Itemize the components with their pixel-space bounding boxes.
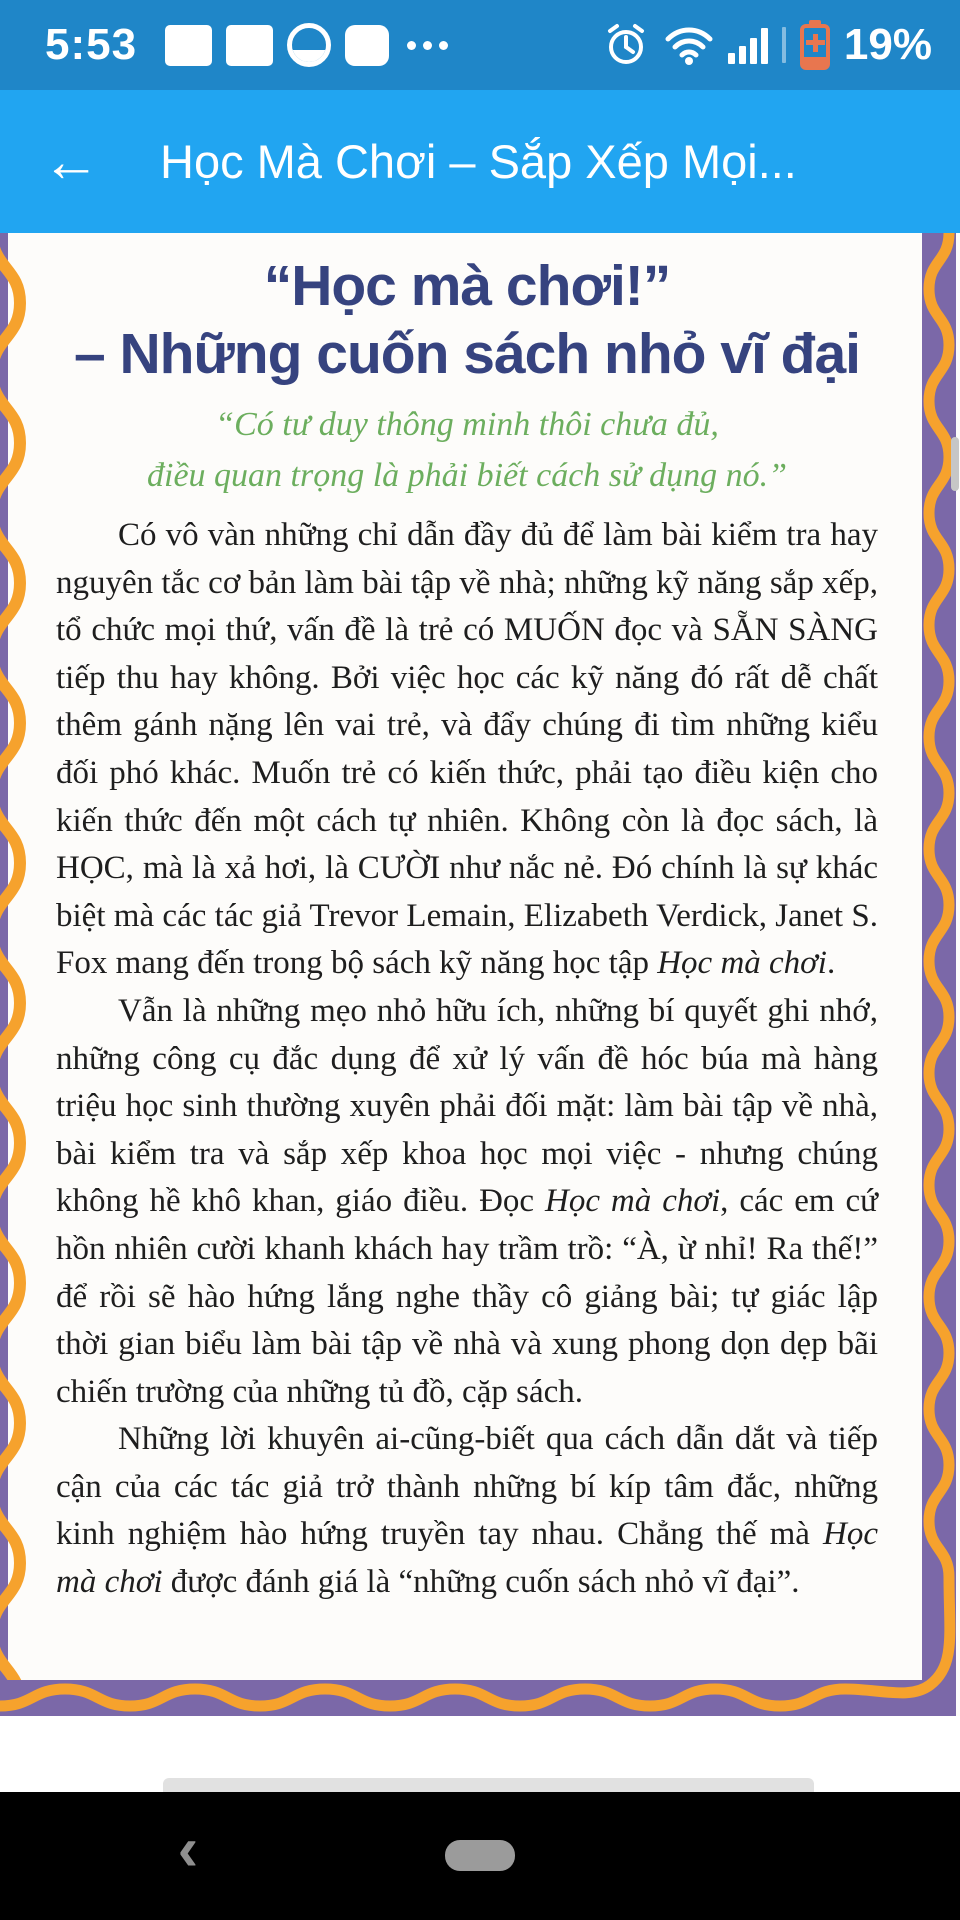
quote-line2: điều quan trọng là phải biết cách sử dụng nó.”: [147, 457, 787, 494]
back-arrow-icon[interactable]: ←: [42, 128, 100, 194]
book-page: [0, 233, 960, 1716]
epigraph-quote: [56, 399, 878, 501]
paragraph: Những lời khuyên ai-cũng-biết qua cách dẫn dắt và tiếp cận của các tác giả trở thành những bí kíp tâm đắc, những kinh nghiệm hào hứng truyền tay nhau. Chẳng thế mà Học mà chơi được đánh giá là “những cuốn sách nhỏ vĩ đại”.: [56, 1421, 878, 1601]
app-bar: [0, 90, 960, 233]
notification-square-icon: [226, 25, 273, 66]
chapter-title: Học Mà Chơi – Sắp Xếp Mọi...: [160, 135, 797, 188]
android-nav-bar: [0, 1792, 960, 1920]
book-title-line1: “Học mà chơi!”: [263, 254, 671, 318]
notification-icons: [165, 23, 448, 67]
page-border-left: [0, 233, 30, 1716]
home-pill-button[interactable]: [445, 1840, 515, 1871]
notification-square-icon: [345, 25, 389, 66]
paragraph: Có vô vàn những chỉ dẫn đầy đủ để làm bài kiểm tra hay nguyên tắc cơ bản làm bài tập về nhà; những kỹ năng sắp xếp, tổ chức mọi thứ, vấn đề là trẻ có MUỐN đọc và SẴN SÀNG tiếp thu hay không. Bởi việc học các kỹ năng đó rất dễ chất thêm gánh nặng lên vai trẻ, và đẩy chúng đi tìm những kiểu đối phó khác. Muốn trẻ có kiến thức, phải tạo điều kiện cho kiến thức đến một cách tự nhiên. Không còn là đọc sách, là HỌC, mà là xả hơi, là CƯỜI như nắc nẻ. Đó chính là sự khác biệt mà các tác giả Trevor Lemain, Elizabeth Verdick, Janet S. Fox mang đến trong bộ sách kỹ năng học tập Học mà chơi.: [56, 517, 878, 982]
page-content: [30, 233, 922, 1607]
scrollbar-thumb[interactable]: [951, 437, 959, 491]
body-text: [56, 512, 878, 1607]
more-notifications-icon: [407, 41, 448, 50]
status-bar: [0, 0, 960, 90]
sim2-signal-icon: [782, 27, 786, 63]
paragraph: Vẫn là những mẹo nhỏ hữu ích, những bí quyết ghi nhớ, những công cụ đắc dụng để xử lý vấn đề hóc búa mà hàng triệu học sinh thường xuyên phải đối mặt: làm bài tập về nhà, bài kiểm tra và sắp xếp khoa học mọi việc - nhưng chúng không hề khô khan, giáo điều. Đọc Học mà chơi, các em cứ hồn nhiên cười khanh khách hay trầm trồ: “À, ừ nhỉ! Ra thế!” để rồi sẽ hào hứng lắng nghe thầy cô giảng bài; tự giác lập thời gian biểu làm bài tập về nhà và xung phong dọn dẹp bãi chiến trường của những tủ đồ, cặp sách.: [56, 992, 878, 1410]
nav-back-icon[interactable]: ‹: [177, 1815, 199, 1884]
book-title-line2: – Những cuốn sách nhỏ vĩ đại: [73, 322, 861, 386]
quote-line1: “Có tư duy thông minh thôi chưa đủ,: [215, 406, 719, 443]
clock-time: 5:53: [45, 20, 138, 69]
status-bar-right: [602, 20, 932, 70]
signal-icon: [728, 26, 768, 64]
battery-percent: 19%: [843, 20, 932, 69]
battery-icon: [800, 20, 830, 70]
notification-circle-icon: [287, 23, 331, 67]
alarm-icon: [602, 21, 650, 69]
notification-square-icon: [165, 25, 212, 66]
page-border-bottom: [0, 1680, 956, 1716]
wifi-icon: [664, 23, 714, 67]
